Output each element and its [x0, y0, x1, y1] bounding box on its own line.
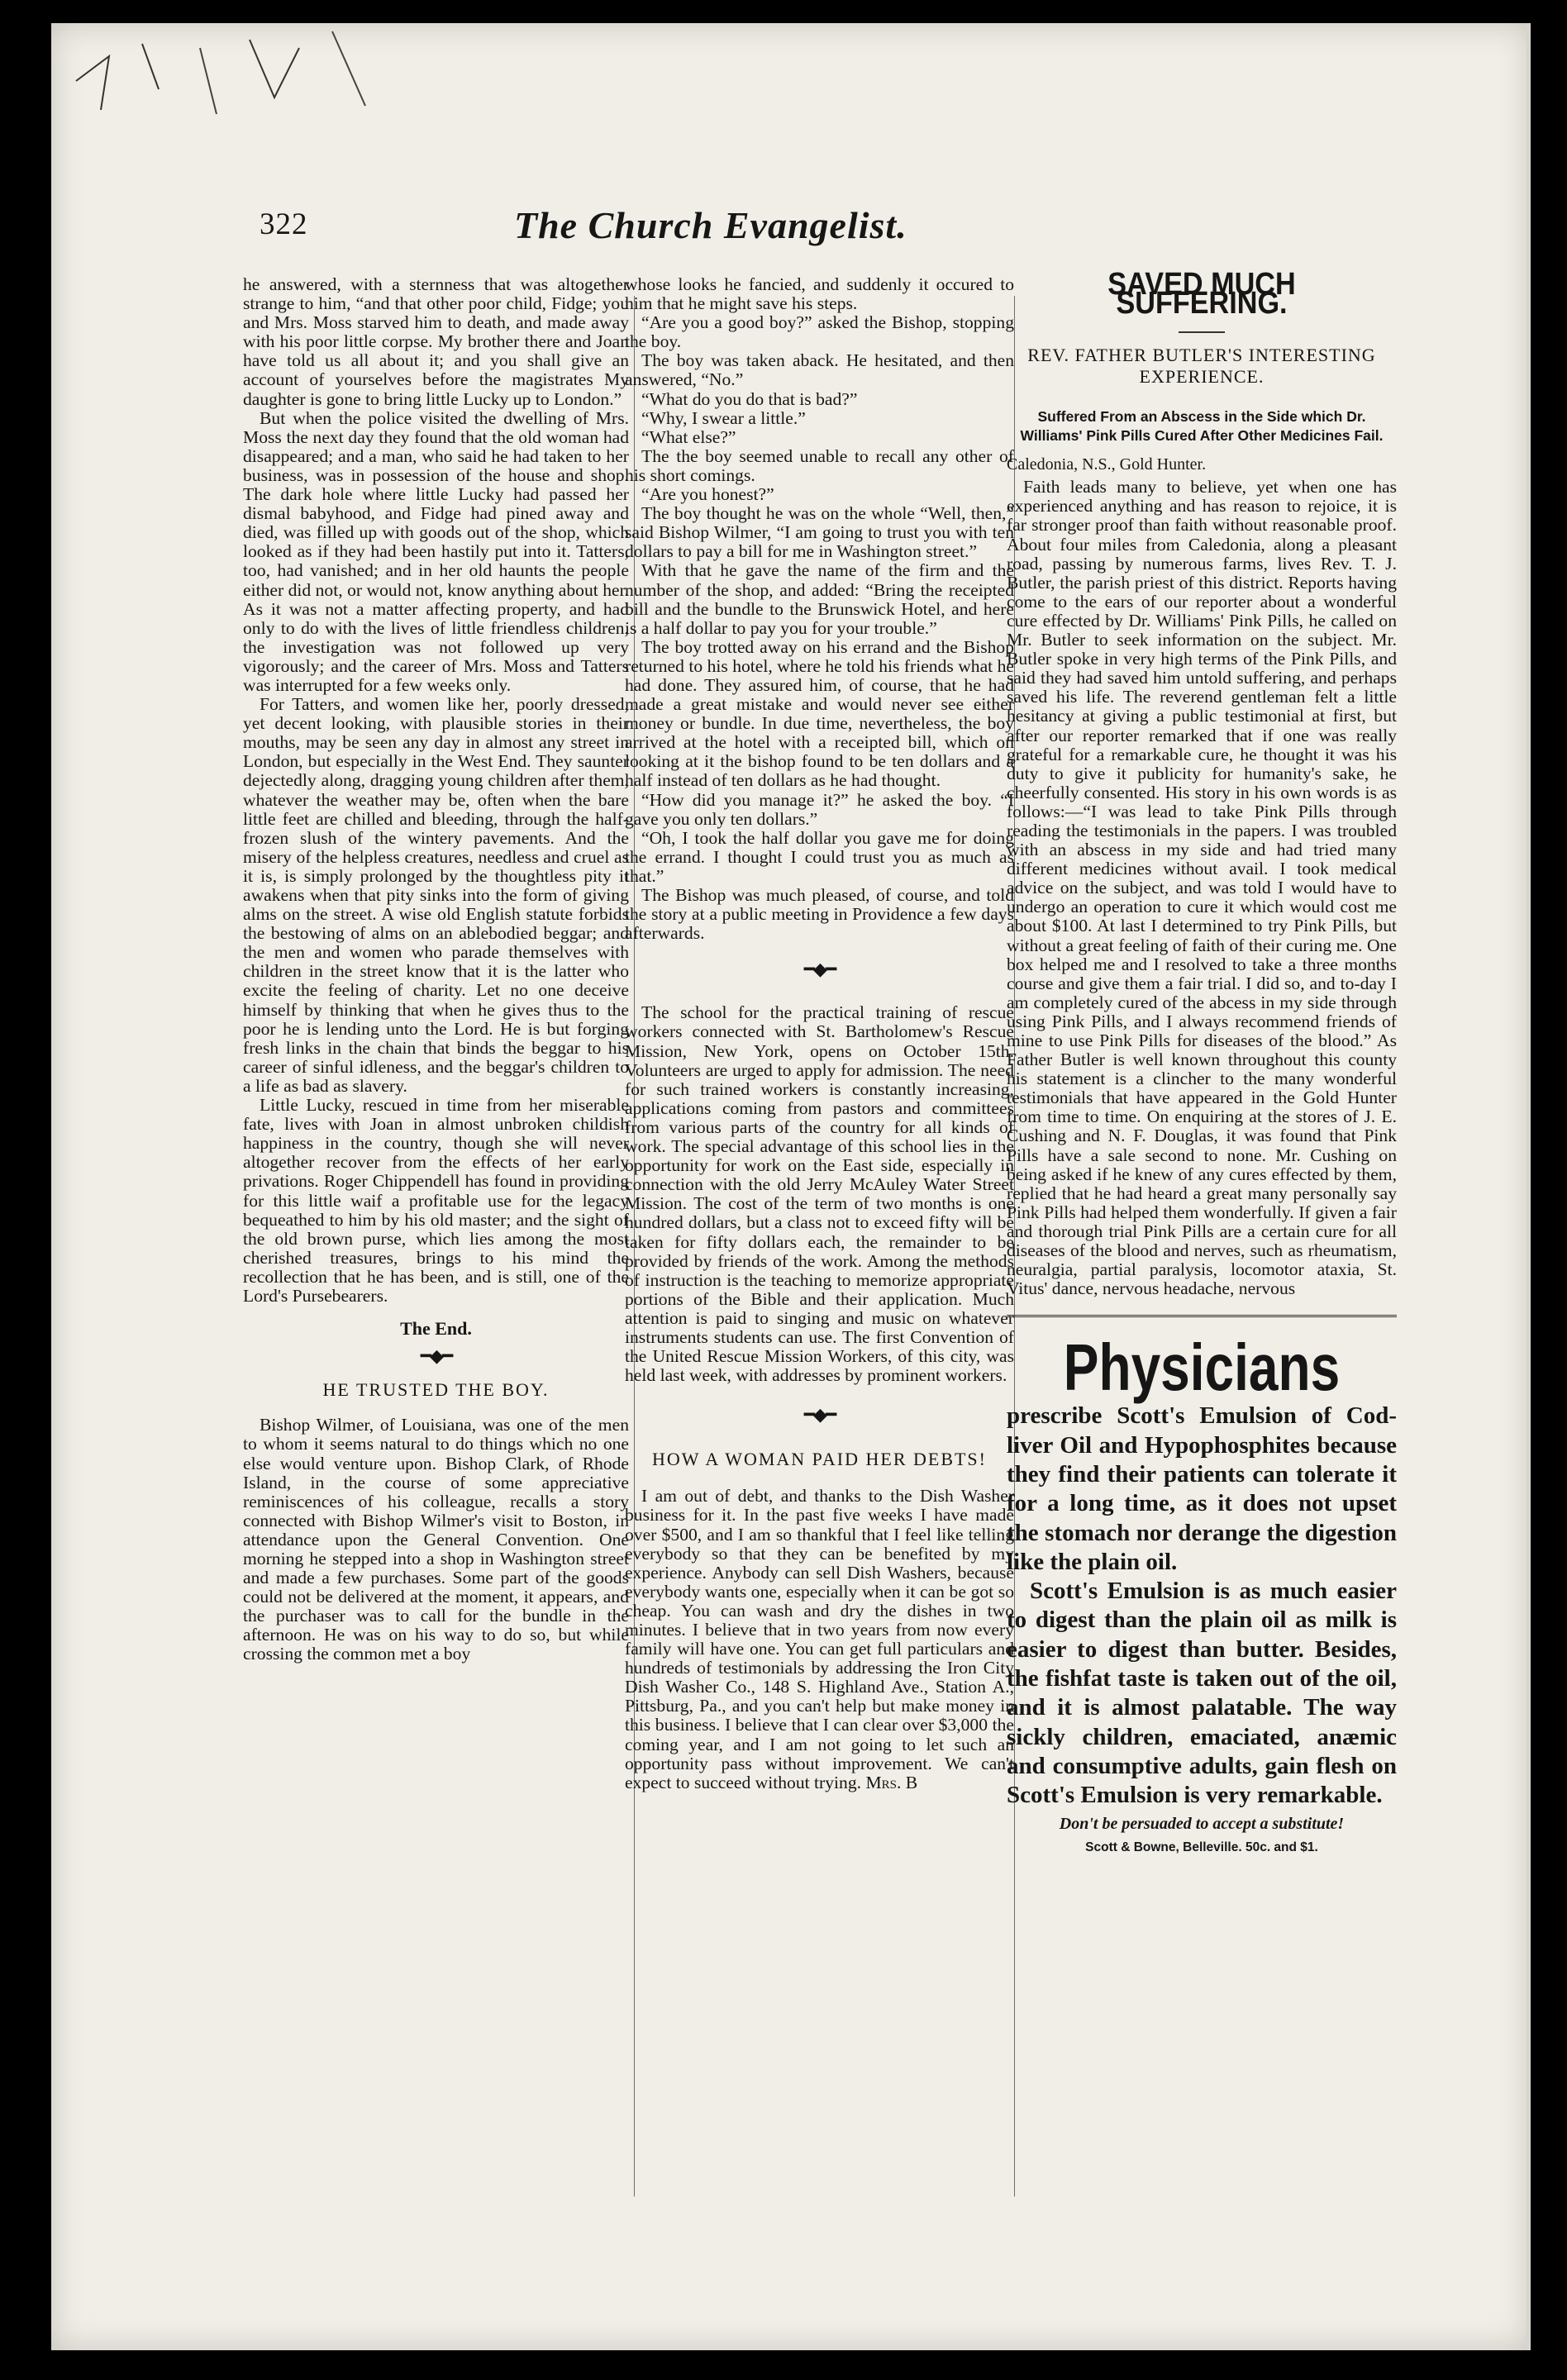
paragraph: Bishop Wilmer, of Louisiana, was one of the men to whom it seems natural to do things which no one else would venture upon. Bishop Clark, of Rhode Island, in the course of some appreciative reminiscences of his colleague, recalls a story connected with Bishop Wilmer's visit to Boston, in attendance upon the General Convention. One morning he stepped into a shop in Washington street and made a few purchases. Some part of the goods could not be delivered at the moment, it appears, and the purchaser was to call for the bundle in the afternoon. He was on his way to do so, but while crossing the common met a boy — [243, 1415, 629, 1664]
paragraph: Little Lucky, rescued in time from her miserable fate, lives with Joan in almost unbroken childish happiness in the country, though she will never altogether recover from the effects of her early privations. Roger Chippendell has found in providing for this little waif a profitable use for the legacy bequeathed to him by his old master; and the sight of the old brown purse, which lies among the most cherished treasures, brings to his mind the recollection that he has been, and is still, one of the Lord's Pursebearers. — [243, 1095, 629, 1306]
signature: Mrs. B — [865, 1772, 918, 1792]
paragraph: The school for the practical training of rescue workers connected with St. Bartholomew's Rescue Mission, New York, opens on October 15th. Volunteers are urged to apply for admission. The need for such trained workers is constantly increasing, applications coming from pastors and committees from various parts of the country for all kinds of work. The special advantage of this school lies in the opportunity for work on the East side, especially in connection with the old Jerry McAuley Water Street Mission. The cost of the term of two months is one hundred dollars, but a class not to exceed fifty will be taken for fifty dollars each, the remainder to be provided by friends of the work. Among the methods of instruction is the teaching to memorize appropriate portions of the Bible and their application. Much attention is paid to singing and music on whatever instruments students can use. The first Convention of the United Rescue Mission Workers, of this city, was held last week, with addresses by prominent workers. — [625, 1002, 1014, 1386]
paragraph: “Are you honest?” — [641, 484, 774, 505]
page-number: 322 — [260, 207, 308, 241]
paragraph — [625, 1487, 1014, 1792]
paragraph: For Tatters, and women like her, poorly dressed, yet decent looking, with plausible stories in their mouths, may be seen any day in almost any street in London, but especially in the West End. They saunter dejectedly along, dragging young children after them, whatever the weather may be, often when the bare little feet are chilled and bleeding, through the half-frozen slush of the wintery pavements. And the misery of the helpless creatures, needless and cruel as it is, is simply prolonged by the thoughtless pity it awakens when that pity sinks into the form of giving alms on the street. A wise old English statute forbids the bestowing of alms on an ablebodied beggar; and the men and women who parade themselves with children in the street know that it is the latter who excite the feeling of charity. Let no one deceive himself by thinking that when he gives thus to the poor he is lending unto the Lord. He is but forging fresh links in the chain that binds the beggar to his career of sinful idleness, and the beggar's children to a life as bad as slavery. — [243, 694, 629, 1096]
ornament-divider: ━◆━ — [420, 1345, 452, 1367]
paragraph: “How did you manage it?” he asked the boy. “I gave you only ten dollars.” — [625, 789, 1014, 829]
ad-warning: Don't be persuaded to accept a substitute! — [1059, 1815, 1345, 1834]
ornament-divider: ━◆━ — [803, 959, 836, 980]
paragraph: he answered, with a sternness that was altogether strange to him, “and that other poor child, Fidge; you and Mrs. Moss starved him to death, and made away with his poor little corpse. My brother there and Joan have told us all about it; and you shall give an account of yourselves before the magistrates My daughter is gone to bring little Lucky up to London.” — [243, 274, 629, 409]
paragraph: The boy was taken aback. He hesitated, and then answered, “No.” — [625, 350, 1014, 390]
paragraph: “Are you a good boy?” asked the Bishop, stopping the boy. — [625, 312, 1014, 352]
story-continued — [243, 275, 629, 1306]
ornament-divider: ━◆━ — [803, 1404, 836, 1426]
ad-footer: Scott & Bowne, Belleville. 50c. and $1. — [1085, 1840, 1318, 1854]
paragraph: The the boy seemed unable to recall any other of his short comings. — [625, 445, 1014, 485]
paragraph: “What do you do that is bad?” — [641, 388, 858, 409]
paragraph: whose looks he fancied, and suddenly it occured to him that he might save his steps. — [625, 274, 1014, 314]
paragraph: But when the police visited the dwelling of Mrs. Moss the next day they found that the old woman had disappeared; and a man, who said he had taken to her business, was in possession of the house and shop. The dark hole where little Lucky had passed her dismal babyhood, and Fidge had pined away and died, was filled up with goods out of the shop, which looked as if they had been hastily put into it. Tatters, too, had vanished; and in her old haunts the people either did not, or would not, know anything about her. As it was not a matter affecting property, and had only to do with the lives of little friendless children, the investigation was not followed up very vigorously; and the career of Mrs. Moss and Tatters was interrupted for a few weeks only. — [243, 407, 629, 695]
the-end: The End. — [400, 1318, 472, 1340]
column-1 — [243, 275, 629, 1664]
paragraph: With that he gave the name of the firm and the number of the shop, and added: “Bring the receipted bill and the bundle to the Brunswick Hotel, and here is a half dollar to pay you for your trouble.” — [625, 560, 1014, 638]
column-2 — [625, 275, 1014, 1792]
paragraph: prescribe Scott's Emulsion of Cod-liver Oil and Hypophosphites because they find their patients can tolerate it for a long time, as it does not upset the stomach nor derange the digestion like the plain oil. — [1007, 1402, 1397, 1575]
paragraph: The Bishop was much pleased, of course, and told the story at a public meeting in Providence a few days afterwards. — [625, 885, 1014, 944]
page-edge — [1527, 23, 1531, 2350]
paragraph: Faith leads many to believe, yet when one has experienced anything and has reason to rejoice, it is far stronger proof than faith without reasonable proof. About four miles from Caledonia, along a pleasant road, passing by numerous farms, lives Rev. T. J. Butler, the parish priest of this district. Reports having come to the ears of our reporter about a wonderful cure effected by Dr. Williams' Pink Pills, he called on Mr. Butler to seek information on the subject. Mr. Butler spoke in very high terms of the Pink Pills, and said they had saved him untold suffering, and perhaps saved his life. The reverend gentleman felt a little hesitancy at giving a public testimonial at first, but after our reporter remarked that if one was really grateful for a remarkable cure, he thought it was his duty to give it publicity for humanity's sake, he cheerfully consented. His story in his own words is as follows:—“I was lead to take Pink Pills through reading the testimonials in the papers. I was troubled with an abscess in my side and had tried many different medicines without avail. I took medical advice on the subject, and was told I would have to undergo an operation to cure it which would cost me about $100. At last I determined to try Pink Pills, but without a great feeling of faith of their curing me. One box helped me and I resolved to take a three months course and give them a fair trial. I did so, and to-day I am completely cured of the abcess in my side through using Pink Pills, and I always recommend friends of mine to use Pink Pills for diseases of the blood.” As Father Butler is well known throughout this county his statement is a clincher to the many wonderful testimonials that have appeared in the Gold Hunter from time to time. On enquiring at the stores of J. E. Cushing and N. F. Douglas, it was found that Pink Pills have a sale second to none. Mr. Cushing on being asked if he knew of any cures effected by them, replied that he had heard a great many personally say Pink Pills had helped them wonderfully. If given a fair and thorough trial Pink Pills are a certain cure for all diseases of the blood and nerves, such as rheumatism, neuralgia, partial paralysis, locomotor ataxia, St. Vitus' dance, nervous headache, nervous — [1007, 477, 1397, 1299]
ad-title: Physicians — [1063, 1330, 1341, 1405]
advertisement — [1007, 1315, 1397, 1856]
paragraph: “What else?” — [641, 426, 736, 447]
column-3 — [1007, 267, 1397, 1857]
paragraph: Scott's Emulsion is as much easier to digest than the plain oil as milk is easier to digest than butter. Besides, the fishfat taste is taken out of the oil, and it is almost palatable. The way sickly children, emaciated, anæmic and consumptive adults, gain flesh on Scott's Emulsion is very remarkable. — [1007, 1578, 1397, 1809]
woman-heading: HOW A WOMAN PAID HER DEBTS! — [651, 1449, 987, 1470]
short-rule — [1179, 331, 1225, 333]
dateline: Caledonia, N.S., Gold Hunter. — [1007, 455, 1207, 474]
summary: Suffered From an Abscess in the Side which Dr. Williams' Pink Pills Cured After Other Medicines Fail. — [1020, 408, 1384, 445]
masthead: The Church Evangelist. — [514, 204, 907, 246]
paragraph: The boy thought he was on the whole “Well, then,” said Bishop Wilmer, “I am going to trust you with ten dollars to pay a bill for me in Washington street.” — [625, 503, 1014, 562]
bishop-story-continued — [625, 275, 1014, 943]
corner-scribble — [51, 23, 398, 139]
paragraph-text: I am out of debt, and thanks to the Dish Washer business for it. In the past five weeks I have made over $500, and I am so thankful that I feel like telling everybody so that they can be benefited by my experience. Anybody can sell Dish Washers, because everybody wants one, especially when it can be got so cheap. You can wash and dry the dishes in two minutes. I believe that in two years from now every family will have one. You can get full particulars and hundreds of testimonials by addressing the Iron City Dish Washer Co., 148 S. Highland Ave., Station A., Pittsburg, Pa., and you can't help but make money in this business. I believe that I can clear over $3,000 the coming year, and I am not going to let such an opportunity pass without improvement. We can't expect to succeed without trying. — [625, 1486, 1014, 1792]
subhead: REV. FATHER BUTLER'S INTERESTING EXPERIENCE. — [1027, 345, 1376, 388]
ad-text — [1007, 1402, 1397, 1810]
newspaper-page — [51, 23, 1531, 2350]
paragraph: “Why, I swear a little.” — [641, 407, 806, 428]
bishop-heading: HE TRUSTED THE BOY. — [322, 1379, 550, 1401]
headline: SAVED MUCH SUFFERING. — [1107, 267, 1296, 321]
paragraph: The boy trotted away on his errand and the Bishop returned to his hotel, where he told his friends what he had done. They assured him, of course, that he had made a great mistake and would never see either money or bundle. In due time, nevertheless, the boy arrived at the hotel with a receipted bill, which on looking at it the bishop found to be ten dollars and a half instead of ten dollars as he had thought. — [625, 636, 1014, 791]
paragraph: “Oh, I took the half dollar you gave me for doing the errand. I thought I could trust you as much as that.” — [625, 827, 1014, 886]
